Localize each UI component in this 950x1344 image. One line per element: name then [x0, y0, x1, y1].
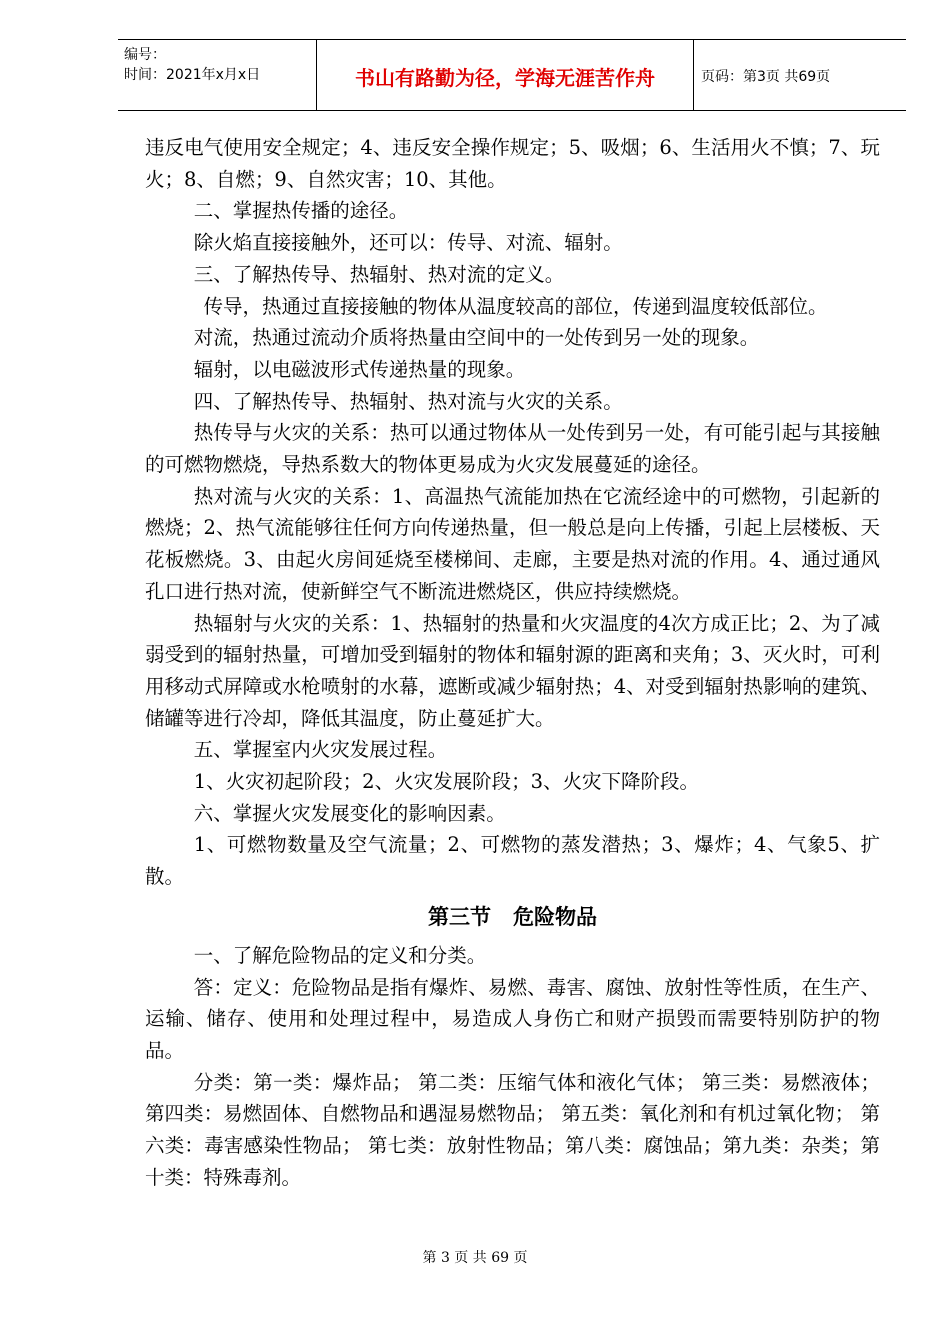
header-meta-cell: [118, 40, 316, 110]
header-motto-cell: [316, 40, 694, 110]
paragraph: 分类：第一类：爆炸品； 第二类：压缩气体和液化气体； 第三类：易燃液体； 第四类：易燃固体、自燃物品和遇湿易燃物品； 第五类：氧化剂和有机过氧化物； 第六类：毒害感染性物品； 第七类：放射性物品；第八类：腐蚀品；第九类：杂类；第十类：特殊毒剂。: [145, 1070, 880, 1189]
header-table: [118, 39, 906, 111]
time-label: 时间：2021年x月x日: [124, 67, 261, 83]
paragraph: 1、可燃物数量及空气流量；2、可燃物的蒸发潜热；3、爆炸；4、气象5、扩散。: [145, 833, 880, 889]
section-title: 第三节 危险物品: [428, 904, 597, 929]
heading-item: 四、了解热传导、热辐射、热对流与火灾的关系。: [193, 389, 623, 413]
heading-item: 六、掌握火灾发展变化的影响因素。: [193, 801, 506, 825]
heading-item: 三、了解热传导、热辐射、热对流的定义。: [193, 262, 565, 286]
paragraph: 违反电气使用安全规定；4、违反安全操作规定；5、吸烟；6、生活用火不慎；7、玩火；8、自燃；9、自然灾害；10、其他。: [145, 136, 880, 191]
paragraph: 热对流与火灾的关系：1、高温热气流能加热在它流经途中的可燃物，引起新的燃烧；2、热气流能够往任何方向传递热量，但一般总是向上传播，引起上层楼板、天花板燃烧。3、由起火房间延烧至楼梯间、走廊，主要是热对流的作用。4、通过通风孔口进行热对流，使新鲜空气不断流进燃烧区，供应持续燃烧。: [145, 484, 880, 603]
paragraph: 辐射，以电磁波形式传递热量的现象。: [193, 357, 526, 381]
paragraph: 1、火灾初起阶段；2、火灾发展阶段；3、火灾下降阶段。: [193, 770, 699, 794]
page-footer: 第 3 页 共 69 页: [422, 1250, 528, 1266]
paragraph: 答：定义：危险物品是指有爆炸、易燃、毒害、腐蚀、放射性等性质，在生产、运输、储存、使用和处理过程中，易造成人身伤亡和财产损毁而需要特别防护的物品。: [145, 975, 880, 1062]
header-page-cell: [693, 40, 906, 110]
motto-text: 书山有路勤为径，学海无涯苦作舟: [355, 66, 655, 90]
page-info: 页码：第3页 共69页: [701, 69, 831, 85]
paragraph: 热传导与火灾的关系：热可以通过物体从一处传到另一处，有可能引起与其接触的可燃物燃烧，导热系数大的物体更易成为火灾发展蔓延的途径。: [145, 421, 880, 477]
paragraph: 对流，热通过流动介质将热量由空间中的一处传到另一处的现象。: [193, 326, 760, 350]
heading-item: 二、掌握热传播的途径。: [193, 199, 409, 223]
heading-item: 五、掌握室内火灾发展过程。: [193, 738, 448, 762]
paragraph: 热辐射与火灾的关系：1、热辐射的热量和火灾温度的4次方成正比；2、为了减弱受到的辐射热量，可增加受到辐射的物体和辐射源的距离和夹角；3、灭火时，可利用移动式屏障或水枪喷射的水幕，遮断或减少辐射热；4、对受到辐射热影响的建筑、储罐等进行冷却，降低其温度，防止蔓延扩大。: [145, 611, 880, 730]
number-label: 编号：: [124, 47, 166, 63]
heading-item: 一、了解危险物品的定义和分类。: [193, 943, 487, 967]
paragraph: 传导，热通过直接接触的物体从温度较高的部位，传递到温度较低部位。: [203, 294, 828, 318]
paragraph: 除火焰直接接触外，还可以：传导、对流、辐射。: [193, 231, 623, 255]
body-text: [145, 132, 880, 1194]
